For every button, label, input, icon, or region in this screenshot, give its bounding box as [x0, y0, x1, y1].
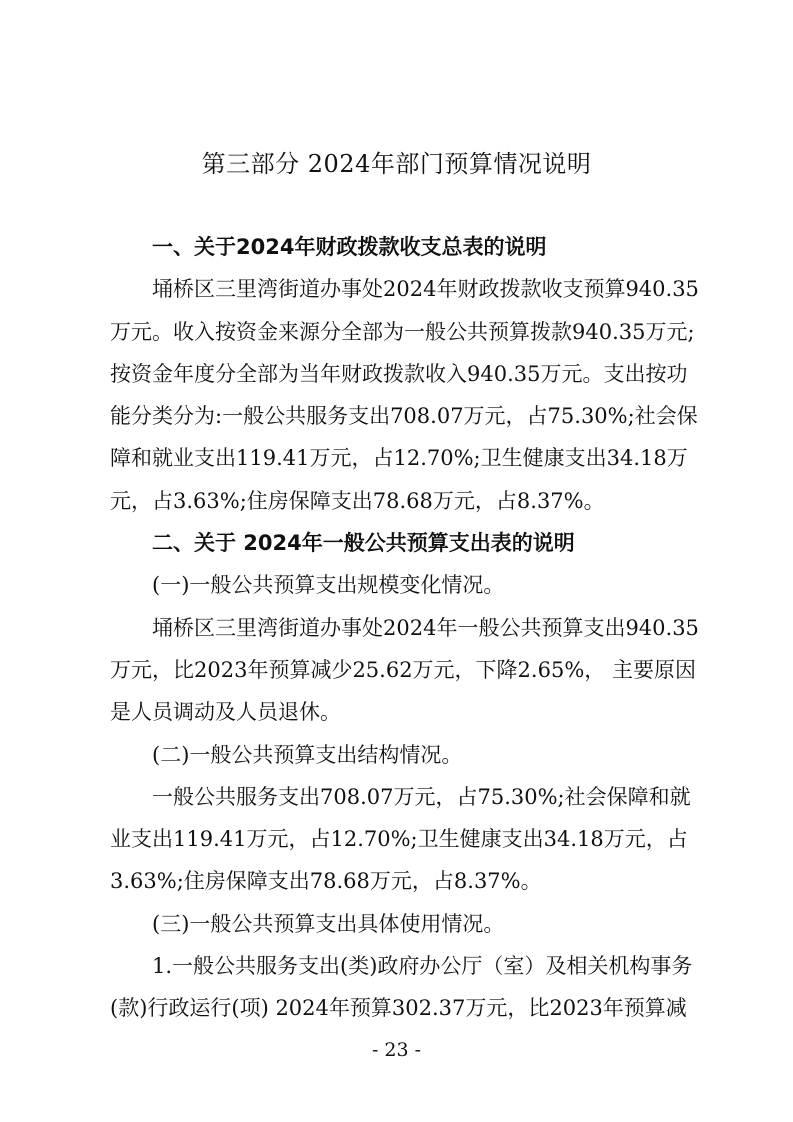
subheading-text: (三)一般公共预算支出具体使用情况。: [152, 911, 505, 936]
paragraph-line: 是人员调动及人员退休。: [110, 700, 341, 725]
subsection-2-heading: [110, 734, 695, 776]
section-1-paragraph: [110, 268, 699, 522]
subsection-3-paragraph: [110, 945, 695, 1030]
section-2-heading: [110, 522, 695, 564]
page-number: - 23 -: [371, 1039, 422, 1061]
paragraph-line: 元，占3.63%;住房保障支出78.68万元，占8.37%。: [110, 488, 605, 513]
paragraph-line: 1.一般公共服务支出(类)政府办公厅（室）及相关机构事务: [152, 954, 693, 979]
heading-text: 一、关于2024年财政拨款收支总表的说明: [152, 235, 547, 259]
subsection-2-paragraph: [110, 776, 695, 903]
paragraph-line: 埇桥区三里湾街道办事处2024年财政拨款收支预算940.35: [152, 277, 699, 302]
paragraph-line: 万元。收入按资金来源分全部为一般公共预算拨款940.35万元;: [110, 319, 695, 344]
subsection-1-heading: [110, 564, 695, 606]
paragraph-line: 万元，比2023年预算减少25.62万元，下降2.65%， 主要原因: [110, 657, 696, 682]
subsection-1-paragraph: [110, 607, 699, 734]
paragraph-line: 障和就业支出119.41万元，占12.70%;卫生健康支出34.18万: [110, 446, 688, 471]
paragraph-line: 按资金年度分全部为当年财政拨款收入940.35万元。支出按功: [110, 361, 688, 386]
paragraph-line: 3.63%;住房保障支出78.68万元，占8.37%。: [110, 869, 542, 894]
section-1-heading: [110, 226, 695, 268]
paragraph-line: 业支出119.41万元，占12.70%;卫生健康支出34.18万元，占: [110, 827, 688, 852]
heading-text: 二、关于 2024年一般公共预算支出表的说明: [152, 531, 575, 556]
subheading-text: (一)一般公共预算支出规模变化情况。: [152, 573, 505, 598]
document-body: [110, 226, 699, 1030]
paragraph-line: 能分类分为:一般公共服务支出708.07万元，占75.30%;社会保: [110, 404, 698, 429]
document-title: 第三部分 2024年部门预算情况说明: [201, 150, 592, 178]
paragraph-line: 埇桥区三里湾街道办事处2024年一般公共预算支出940.35: [152, 615, 699, 640]
subsection-3-heading: [110, 903, 695, 945]
paragraph-line: (款)行政运行(项) 2024年预算302.37万元，比2023年预算减: [110, 996, 687, 1021]
paragraph-line: 一般公共服务支出708.07万元，占75.30%;社会保障和就: [152, 784, 691, 809]
subheading-text: (二)一般公共预算支出结构情况。: [152, 742, 463, 767]
